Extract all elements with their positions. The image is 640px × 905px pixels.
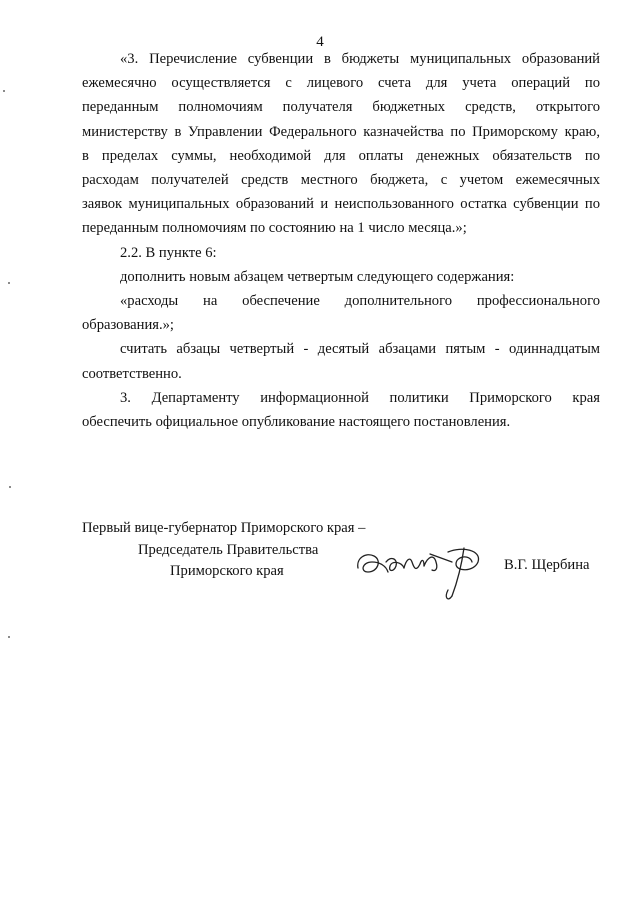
text-line: переданным полномочиям получателя бюджетных средств, открытого	[82, 99, 600, 116]
scan-speck	[8, 636, 10, 638]
document-body	[82, 47, 600, 434]
scan-speck	[9, 486, 11, 488]
text-line: дополнить новым абзацем четвертым следующего содержания:	[120, 268, 515, 285]
scan-speck	[3, 90, 5, 92]
paragraph	[82, 362, 600, 386]
signatory-name: В.Г. Щербина	[504, 557, 590, 573]
paragraph	[82, 120, 600, 144]
paragraph	[82, 337, 600, 361]
signatory-title-line: Первый вице-губернатор Приморского края –	[82, 520, 366, 536]
paragraph	[82, 95, 600, 119]
paragraph	[82, 265, 600, 289]
text-line: в пределах суммы, необходимой для оплаты денежных обязательств по	[82, 147, 600, 164]
paragraph	[82, 71, 600, 95]
text-line: переданным полномочиям по состоянию на 1 число месяца.»;	[82, 220, 467, 237]
signatory-title-line: Приморского края	[170, 563, 284, 579]
text-line: ежемесячно осуществляется с лицевого счета для учета операций по	[82, 75, 600, 92]
text-line: считать абзацы четвертый - десятый абзацами пятым - одиннадцатым	[120, 341, 600, 358]
paragraph	[82, 47, 600, 71]
text-line: «расходы на обеспечение дополнительного профессионального	[120, 293, 600, 310]
paragraph	[82, 144, 600, 168]
handwritten-signature	[352, 532, 498, 604]
paragraph	[82, 216, 600, 240]
text-line: образования.»;	[82, 317, 174, 334]
signatory-title-block	[82, 518, 365, 583]
text-line: соответственно.	[82, 365, 182, 382]
text-line: 3. Департаменту информационной политики Приморского края	[120, 389, 600, 406]
paragraph	[82, 168, 600, 192]
paragraph	[82, 313, 600, 337]
page-number: 4	[316, 34, 324, 50]
paragraph	[82, 241, 600, 265]
text-line: министерству в Управлении Федерального казначейства по Приморскому краю,	[82, 123, 600, 140]
signatory-title-line: Председатель Правительства	[138, 541, 319, 558]
paragraph	[82, 410, 600, 434]
text-line: 2.2. В пункте 6:	[120, 244, 217, 261]
paragraph	[82, 289, 600, 313]
text-line: заявок муниципальных образований и неиспользованного остатка субвенции по	[82, 196, 600, 213]
text-line: обеспечить официальное опубликование настоящего постановления.	[82, 414, 511, 431]
scan-speck	[8, 282, 10, 284]
text-line: расходам получателей средств местного бюджета, с учетом ежемесячных	[82, 172, 600, 189]
paragraph	[82, 386, 600, 410]
text-line: «3. Перечисление субвенции в бюджеты муниципальных образований	[120, 51, 600, 67]
paragraph	[82, 192, 600, 216]
